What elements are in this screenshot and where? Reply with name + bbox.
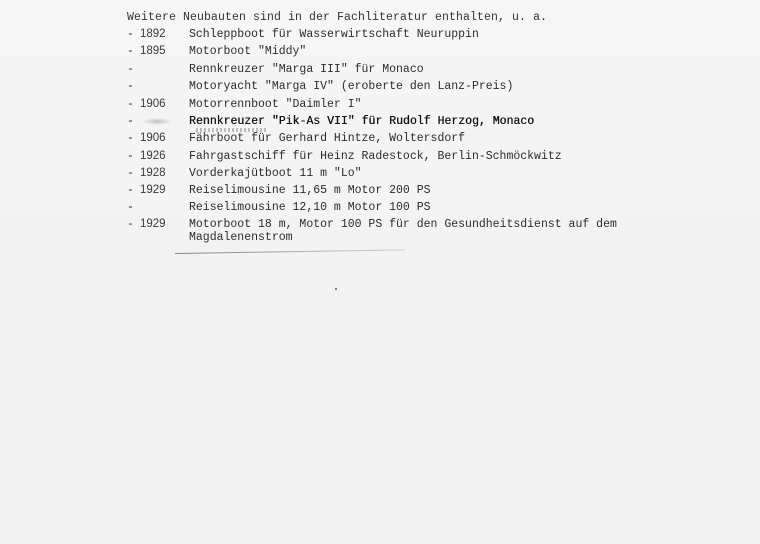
item-dash: -: [127, 167, 134, 180]
item-year: 1906: [140, 132, 166, 144]
item-year: 1895: [140, 45, 166, 57]
item-description: Rennkreuzer "Marga III" für Monaco: [189, 63, 424, 76]
item-dash: -: [127, 201, 134, 214]
torn-edge-line: [175, 249, 405, 254]
item-year: 1929: [140, 218, 166, 230]
item-description: Motorboot 18 m, Motor 100 PS für den Gesundheitsdienst auf dem: [189, 218, 617, 231]
item-description: Fahrgastschiff für Heinz Radestock, Berlin-Schmöckwitz: [189, 150, 562, 163]
intro-line: Weitere Neubauten sind in der Fachliteratur enthalten, u. a.: [127, 11, 548, 24]
item-description: Schleppboot für Wasserwirtschaft Neuruppin: [189, 28, 479, 41]
item-dash: -: [127, 28, 134, 41]
ink-smudge: [143, 118, 171, 125]
item-description: Fährboot für Gerhard Hintze, Woltersdorf: [189, 132, 466, 145]
item-dash: -: [127, 80, 134, 93]
item-description: Motoryacht "Marga IV" (eroberte den Lanz-Preis): [189, 80, 514, 93]
ink-smudge-underline: [196, 128, 266, 132]
item-year: 1906: [140, 98, 166, 110]
item-dash: -: [127, 115, 134, 128]
item-description: Vorderkajütboot 11 m "Lo": [189, 167, 362, 180]
item-description: Rennkreuzer "Pik-As VII" für Rudolf Herzog, Monaco: [189, 115, 535, 128]
dust-speck: [335, 288, 337, 290]
item-description-continued: Magdalenenstrom: [189, 231, 293, 244]
item-year: 1926: [140, 150, 166, 162]
item-description: Reiselimousine 11,65 m Motor 200 PS: [189, 184, 431, 197]
item-description: Motorboot "Middy": [189, 45, 307, 58]
item-dash: -: [127, 150, 134, 163]
item-dash: -: [127, 63, 134, 76]
item-dash: -: [127, 184, 134, 197]
item-year: 1928: [140, 167, 166, 179]
item-dash: -: [127, 98, 134, 111]
item-description: Reiselimousine 12,10 m Motor 100 PS: [189, 201, 431, 214]
item-dash: -: [127, 45, 134, 58]
item-year: 1892: [140, 28, 166, 40]
item-dash: -: [127, 132, 134, 145]
item-year: 1929: [140, 184, 166, 196]
item-description: Motorrennboot "Daimler I": [189, 98, 362, 111]
item-dash: -: [127, 218, 134, 231]
